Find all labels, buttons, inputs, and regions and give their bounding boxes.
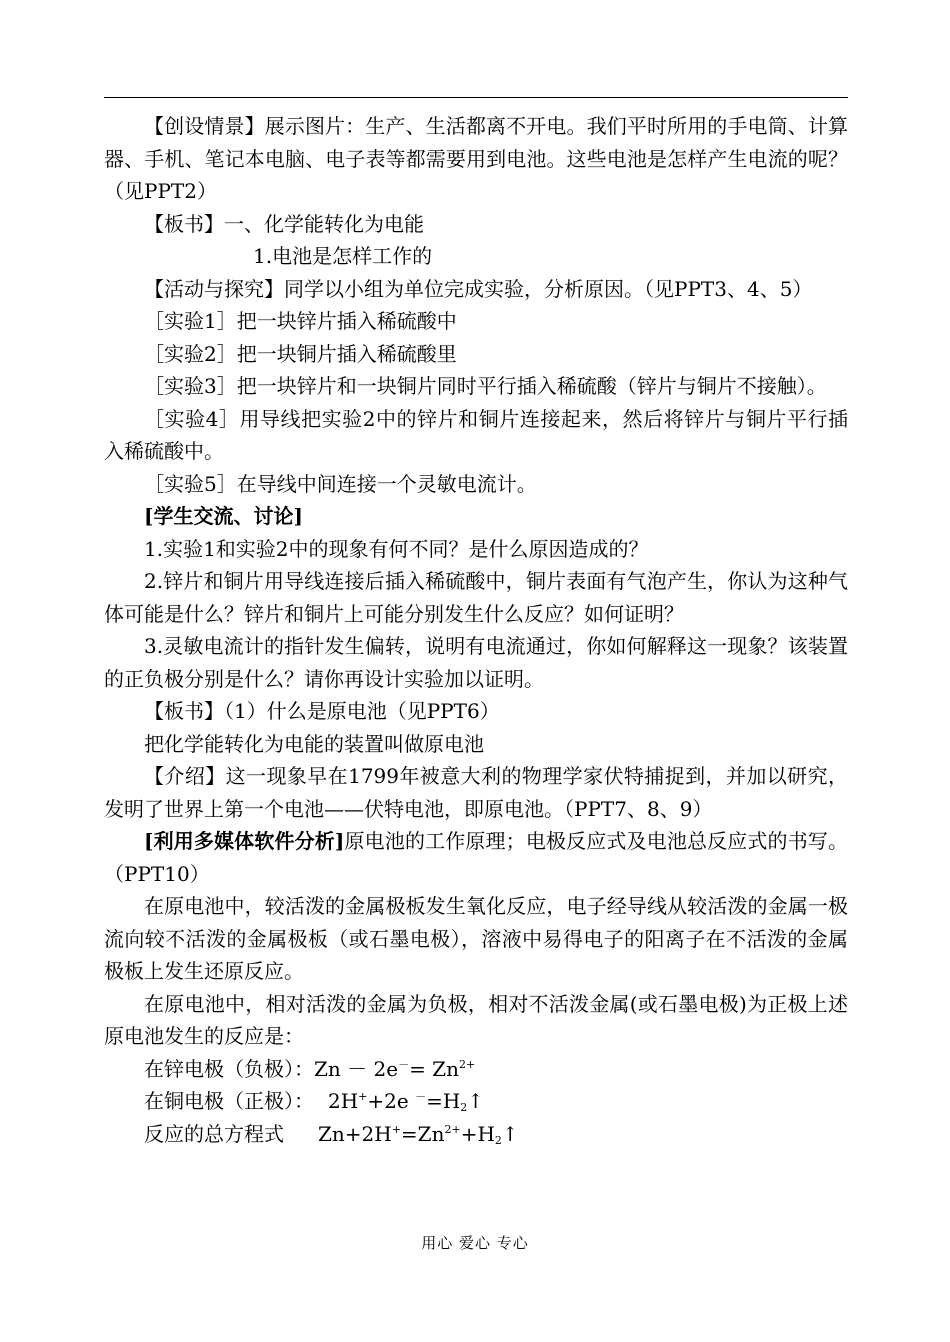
- gas-arrow-icon: ↑: [501, 1121, 519, 1146]
- paragraph-electrodes: 在原电池中，相对活泼的金属为负极，相对不活泼金属(或石墨电极)为正极上述原电池发生的反应是：: [104, 991, 848, 1048]
- paragraph-mechanism: 在原电池中，较活泼的金属极板发生氧化反应，电子经导线从较活泼的金属一极流向较不活泼的金属极板（或石墨电极），溶液中易得电子的阳离子在不活泼的金属极板上发生还原反应。: [104, 894, 848, 983]
- multimedia-text: 原电池的工作原理；电极反应式及电池总反应式的书写。（PPT10）: [104, 829, 848, 886]
- equation-copper-part-b: +2e: [367, 1089, 416, 1113]
- equation-total: [104, 1118, 848, 1151]
- gas-arrow-icon: ↑: [467, 1089, 485, 1113]
- paragraph-scenario: 【创设情景】展示图片：生产、生活都离不开电。我们平时所用的手电筒、计算器、手机、笔记本电脑、电子表等都需要用到电池。这些电池是怎样产生电流的呢？（见PPT2）: [104, 114, 848, 203]
- paragraph-experiment-3: ［实验3］把一块锌片和一块铜片同时平行插入稀硫酸（锌片与铜片不接触）。: [144, 374, 827, 398]
- paragraph-multimedia: [104, 825, 848, 890]
- equation-zinc-part-a: Zn － 2e: [314, 1056, 399, 1081]
- equation-total-part-c: +H: [460, 1121, 495, 1146]
- equation-copper-part-a: 2H: [328, 1089, 359, 1113]
- paragraph-experiment-5: ［实验5］在导线中间连接一个灵敏电流计。: [144, 471, 537, 496]
- paragraph-discussion-heading: [学生交流、讨论]: [144, 504, 303, 528]
- paragraph-question-1: 1.实验1和实验2中的现象有何不同？是什么原因造成的？: [144, 536, 649, 561]
- page-footer: 用心 爱心 专心: [421, 1234, 529, 1252]
- hydrogen-subscript: 2: [460, 1101, 468, 1114]
- paragraph-definition: 把化学能转化为电能的装置叫做原电池: [144, 731, 484, 756]
- document-body: [104, 110, 848, 1150]
- paragraph-board-subheading: 1.电池是怎样工作的: [253, 244, 433, 268]
- hydrogen-ion-charge: +: [391, 1122, 401, 1136]
- equation-total-part-b: =Zn: [400, 1121, 445, 1146]
- equation-copper-part-c: =H: [426, 1089, 461, 1113]
- zinc-ion-charge: 2+: [444, 1122, 461, 1136]
- equation-zinc-part-b: = Zn: [409, 1056, 459, 1081]
- equation-total-part-a: Zn+2H: [318, 1121, 392, 1146]
- paragraph-board-primary-cell: 【板书】（1）什么是原电池（见PPT6）: [144, 699, 500, 723]
- zinc-ion-charge: 2+: [458, 1057, 476, 1071]
- paragraph-introduction: 【介绍】这一现象早在1799年被意大利的物理学家伏特捕捉到，并加以研究，发明了世界上第一个电池——伏特电池，即原电池。（PPT7、8、9）: [104, 764, 848, 821]
- hydrogen-ion-charge: +: [358, 1090, 368, 1103]
- hydrogen-subscript: 2: [494, 1133, 502, 1147]
- paragraph-question-2: 2.锌片和铜片用导线连接后插入稀硫酸中，铜片表面有气泡产生，你认为这种气体可能是什么？锌片和铜片上可能分别发生什么反应？如何证明？: [104, 569, 848, 626]
- paragraph-question-3: 3.灵敏电流计的指针发生偏转，说明有电流通过，你如何解释这一现象？该装置的正负极分别是什么？请你再设计实验加以证明。: [104, 634, 848, 691]
- header-divider: [104, 97, 848, 98]
- paragraph-experiment-1: ［实验1］把一块锌片插入稀硫酸中: [144, 309, 457, 333]
- paragraph-activity: 【活动与探究】同学以小组为单位完成实验，分析原因。（见PPT3、4、5）: [144, 276, 813, 301]
- paragraph-experiment-4: ［实验4］用导线把实验2中的锌片和铜片连接起来，然后将锌片与铜片平行插入稀硫酸中。: [104, 406, 848, 463]
- equation-zinc: [104, 1053, 848, 1086]
- electron-charge: －: [398, 1057, 410, 1071]
- equation-copper: [104, 1085, 848, 1118]
- equation-copper-label: 在铜电极（正极）：: [144, 1089, 314, 1113]
- paragraph-board-heading: 【板书】一、化学能转化为电能: [144, 211, 424, 236]
- equation-zinc-label: 在锌电极（负极）：: [144, 1056, 314, 1081]
- multimedia-heading: [利用多媒体软件分析]: [144, 829, 345, 853]
- paragraph-experiment-2: ［实验2］把一块铜片插入稀硫酸里: [144, 341, 457, 366]
- equation-total-label: 反应的总方程式: [144, 1121, 284, 1146]
- electron-charge: －: [415, 1090, 427, 1103]
